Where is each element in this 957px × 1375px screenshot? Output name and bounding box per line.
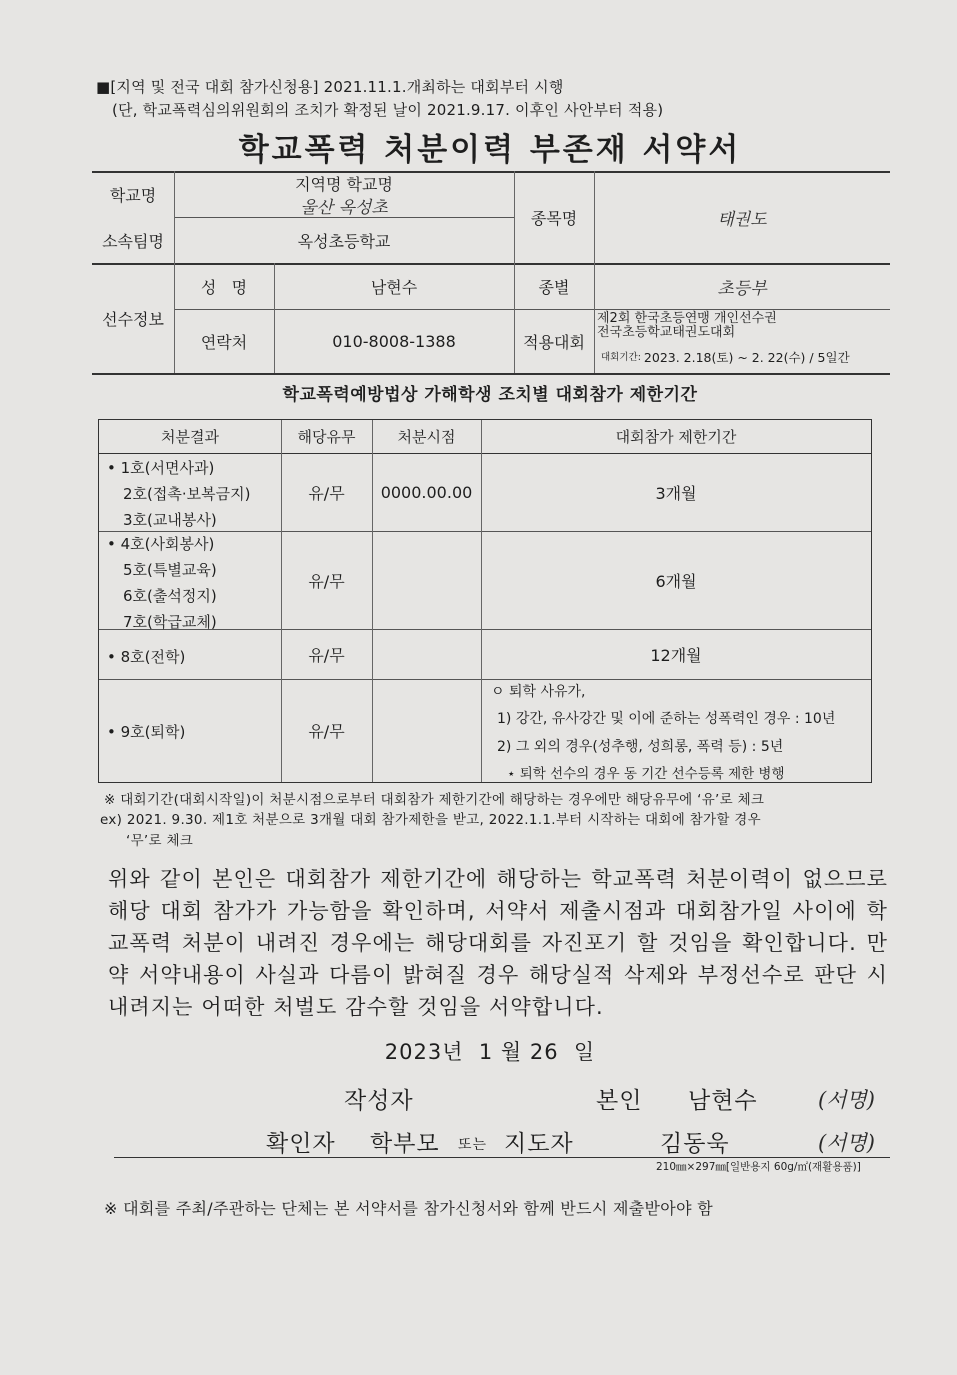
col-header-result: 처분결과 — [161, 428, 219, 446]
header-line-2: (단, 학교폭력심의위원회의 조치가 확정된 날이 2021.9.17. 이후인 사안부터 적용) — [112, 101, 664, 119]
measure-item: 3호(교내봉사) — [123, 511, 217, 529]
parent-label: 학부모 — [370, 1131, 440, 1157]
team-value: 옥성초등학교 — [297, 231, 391, 251]
measure-item: • 1호(서면사과) — [107, 459, 215, 477]
document-title: 학교폭력 처분이력 부존재 서약서 — [238, 132, 742, 168]
writer-signature: (서명) — [818, 1088, 875, 1112]
measure-item: 7호(학급교체) — [123, 613, 217, 631]
status-row-3: 유/무 — [308, 645, 345, 665]
competition-label: 적용대회 — [523, 332, 585, 352]
paper-spec: 210㎜×297㎜[일반용지 60g/㎡(재활용품)] — [656, 1161, 861, 1173]
coach-label: 지도자 — [504, 1131, 574, 1157]
status-row-2: 유/무 — [308, 571, 345, 591]
period-row-1: 3개월 — [655, 483, 697, 503]
expulsion-line-2: 1) 강간, 유사강간 및 이에 준하는 성폭력인 경우 : 10년 — [497, 711, 836, 727]
period-value: 2023. 2.18(토) ~ 2. 22(수) / 5일간 — [643, 350, 850, 365]
expulsion-line-4: ⋆ 퇴학 선수의 경우 동 기간 선수등록 제한 병행 — [507, 766, 785, 782]
competition-name-1: 제2회 한국초등연맹 개인선수권 — [597, 311, 777, 326]
measures-table — [98, 419, 872, 783]
school-label: 학교명 — [109, 185, 157, 205]
school-value: 울산 옥성초 — [300, 197, 388, 218]
division-label: 종별 — [538, 277, 570, 297]
event-label: 종목명 — [530, 208, 578, 228]
col-header-status: 해당유무 — [297, 428, 356, 446]
measure-item: • 9호(퇴학) — [107, 723, 186, 741]
or-label: 또는 — [458, 1137, 488, 1153]
status-row-4: 유/무 — [308, 722, 345, 741]
school-header: 지역명 학교명 — [295, 174, 393, 194]
team-label: 소속팀명 — [102, 231, 164, 251]
event-value: 태권도 — [717, 209, 767, 230]
note-example-1: ex) 2021. 9.30. 제1호 처분으로 3개월 대회 참가제한을 받고, 2022.1.1.부터 시작하는 대회에 참가할 경우 — [100, 812, 761, 828]
name-label: 성 명 — [200, 277, 248, 297]
status-row-1: 유/무 — [308, 483, 345, 503]
measure-item: 2호(접촉·보복금지) — [123, 485, 251, 503]
col-header-period: 대회참가 제한기간 — [615, 428, 737, 446]
competition-name-2: 전국초등학교태권도대회 — [597, 325, 736, 340]
contact-value: 010-8008-1388 — [332, 331, 456, 351]
pledge-text: 위와 같이 본인은 대회참가 제한기간에 해당하는 학교폭력 처분이력이 없으므로 해당 대회 참가가 가능함을 확인하며, 서약서 제출시점과 대회참가일 사이에 학교폭력 처분이 내려진 경우에는 해당대회를 자진포기 할 것임을 확인합니다. 만약 서약내용이 사실과 다름이 밝혀질 경우 해당실적 삭제와 부정선수로 판단 시 내려지는 어떠한 처벌도 감수할 것임을 서약합니다. — [108, 867, 888, 1019]
measure-item: • 4호(사회봉사) — [107, 535, 215, 553]
confirmer-signature: (서명) — [818, 1131, 875, 1155]
header-line-1: ■[지역 및 전국 대회 참가신청용] 2021.11.1.개최하는 대회부터 시행 — [96, 78, 564, 96]
expulsion-line-3: 2) 그 외의 경우(성추행, 성희롱, 폭력 등) : 5년 — [497, 739, 784, 755]
contact-label: 연락처 — [200, 332, 248, 352]
competition-period — [601, 350, 891, 366]
submission-footnote: ※ 대회를 주최/주관하는 단체는 본 서약서를 참가신청서와 함께 반드시 제출받아야 함 — [104, 1199, 713, 1218]
note-1: ※ 대회기간(대회시작일)이 처분시점으로부터 대회참가 제한기간에 해당하는 경우에만 해당유무에 ‘유’로 체크 — [104, 792, 765, 808]
division-value: 초등부 — [717, 278, 767, 299]
self-label: 본인 — [596, 1088, 643, 1114]
player-label: 선수정보 — [102, 309, 164, 329]
measure-item: • 8호(전학) — [107, 648, 186, 666]
writer-label: 작성자 — [344, 1088, 414, 1114]
period-row-2: 6개월 — [655, 571, 697, 591]
date-row-1: 0000.00.00 — [380, 482, 473, 502]
measure-item: 5호(특별교육) — [123, 561, 217, 579]
confirmer-label: 확인자 — [266, 1131, 336, 1157]
measure-item: 6호(출석정지) — [123, 587, 217, 605]
measures-subtitle: 학교폭력예방법상 가해학생 조치별 대회참가 제한기간 — [282, 385, 698, 405]
info-table — [92, 171, 890, 374]
period-label: 대회기간: — [601, 352, 641, 363]
name-value: 남현수 — [370, 277, 418, 297]
pledge-date: 2023년 1 월 26 일 — [384, 1040, 596, 1064]
expulsion-line-1: ㅇ 퇴학 사유가, — [491, 684, 586, 700]
period-row-3: 12개월 — [650, 645, 702, 665]
col-header-date: 처분시점 — [397, 428, 456, 446]
confirmer-name: 김동욱 — [660, 1131, 730, 1157]
writer-name: 남현수 — [688, 1088, 758, 1114]
note-example-2: ‘무’로 체크 — [126, 833, 194, 849]
